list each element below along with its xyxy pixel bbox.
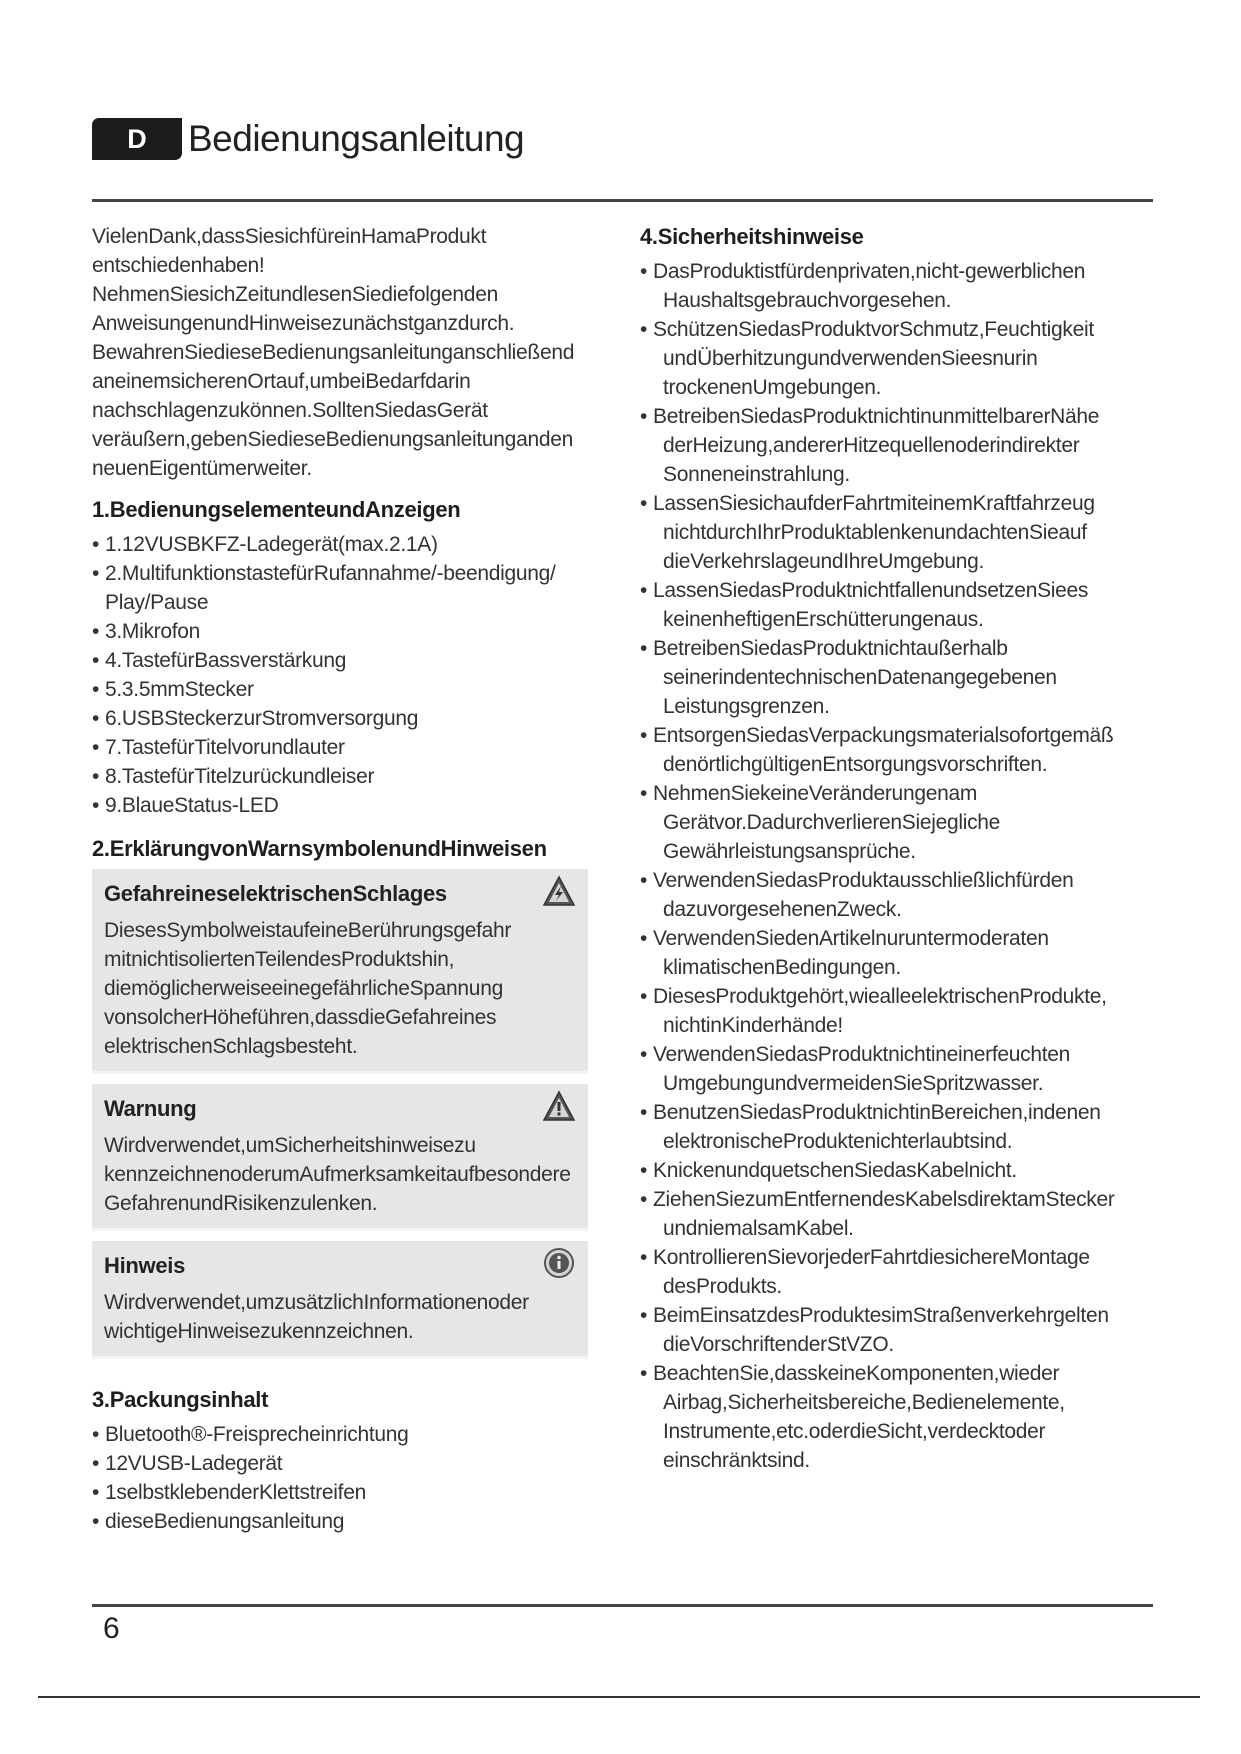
safety-item-continuation: desProdukts. [663,1275,782,1298]
safety-item-continuation: Gerätvor.DadurchverlierenSiejegliche Gewährleistungsansprüche. [663,811,1001,863]
warning-triangle-icon [542,875,576,907]
safety-item-continuation: elektronischeProduktenichterlaubtsind. [663,1130,1013,1153]
safety-item [640,634,1160,721]
safety-item [640,1098,1160,1156]
safety-item [640,257,1160,315]
safety-item [640,1359,1160,1475]
safety-item-first-line: ZiehenSiezumEntfernendesKabelsdirektamStecker [653,1188,1115,1211]
safety-item-first-line: VerwendenSiedasProduktausschließlichfürden [653,869,1074,892]
box-text: Wirdverwendet,umzusätzlichInformationenoder wichtigeHinweisezukennzeichnen. [104,1291,529,1343]
safety-item-first-line: NehmenSiekeineVeränderungenam [653,782,978,805]
list-item: • Bluetooth®-Freisprecheinrichtung [92,1420,612,1449]
safety-item-first-line: VerwendenSiedenArtikelnuruntermoderaten [653,927,1049,950]
safety-item-first-line: KontrollierenSievorjederFahrtdiesichereMontage [653,1246,1090,1269]
safety-item-continuation: UmgebungundvermeidenSieSpritzwasser. [663,1072,1044,1095]
list-item: • 4.TastefürBassverstärkung [92,646,612,675]
note-box-hint [92,1241,588,1359]
safety-item [640,721,1160,779]
safety-item-continuation: dieVorschriftenderStVZO. [663,1333,894,1356]
safety-item-first-line: EntsorgenSiedasVerpackungsmaterialsofortgemäß [653,724,1114,747]
section-heading-controls: 1.BedienungselementeundAnzeigen [92,497,461,522]
list-item: • 6.USBSteckerzurStromversorgung [92,704,612,733]
safety-item [640,489,1160,576]
safety-item-continuation: undÜberhitzungundverwendenSieesnurin trockenenUmgebungen. [663,347,1038,399]
intro-paragraph: VielenDank,dassSiesichfüreinHamaProdukt entschiedenhaben! NehmenSiesichZeitundlesenSiediefolgenden AnweisungenundHinweisezunächstganzdurch. BewahrenSiedieseBedienungsanleitunganschließend aneinemsicherenOrtauf,umbeiBedarfdarin nachschlagenzukönnen.SolltenSiedasGerät veräußern,gebenSiedieseBedienungsanleitunganden neuenEigentümerweiter. [92,225,575,480]
safety-item-continuation: denörtlichgültigenEntsorgungsvorschriften. [663,753,1048,776]
box-title: Hinweis [104,1253,186,1278]
safety-item [640,1243,1160,1301]
safety-item-first-line: LassenSiedasProduktnichtfallenundsetzenSiees [653,579,1089,602]
right-column [640,222,1160,1489]
box-title: Warnung [104,1096,197,1121]
section-heading-safety: 4.Sicherheitshinweise [640,224,864,249]
safety-item [640,924,1160,982]
section-heading-warnings: 2.ErklärungvonWarnsymbolenundHinweisen [92,836,547,861]
header-divider [92,199,1153,202]
safety-list [640,257,1160,1475]
list-item: • dieseBedienungsanleitung [92,1507,612,1536]
safety-item-first-line: BenutzenSiedasProduktnichtinBereichen,indenen [653,1101,1101,1124]
safety-item-continuation: Airbag,Sicherheitsbereiche,Bedienelemente, Instrumente,etc.oderdieSicht,verdecktoder einschränktsind. [663,1391,1065,1472]
section-heading-package: 3.Packungsinhalt [92,1387,269,1412]
list-item: • 1.12VUSBKFZ-Ladegerät(max.2.1A) [92,530,612,559]
safety-item-first-line: SchützenSiedasProduktvorSchmutz,Feuchtigkeit [653,318,1094,341]
safety-item-first-line: VerwendenSiedasProduktnichtineinerfeuchten [653,1043,1071,1066]
page-title: Bedienungsanleitung [188,118,525,159]
safety-item-continuation: keinenheftigenErschütterungenaus. [663,608,984,631]
box-text: Wirdverwendet,umSicherheitshinweisezu kennzeichnenoderumAufmerksamkeitaufbesondere GefahrenundRisikenzulenken. [104,1134,571,1215]
warning-box-warning [92,1084,588,1231]
footer-divider [92,1604,1153,1607]
controls-list [92,530,612,820]
safety-item-first-line: KnickenundquetschenSiedasKabelnicht. [653,1159,1017,1182]
language-badge: D [92,118,182,160]
safety-item [640,1185,1160,1243]
safety-item-continuation: undniemalsamKabel. [663,1217,854,1240]
list-item: • 7.TastefürTitelvorundlauter [92,733,612,762]
safety-item-continuation: nichtdurchIhrProduktablenkenundachtenSieauf dieVerkehrslageundIhreUmgebung. [663,521,1087,573]
safety-item [640,982,1160,1040]
list-item: • 5.3.5mmStecker [92,675,612,704]
safety-item-first-line: BeimEinsatzdesProduktesimStraßenverkehrgelten [653,1304,1109,1327]
list-item: • 12VUSB-Ladegerät [92,1449,612,1478]
package-contents-list [92,1420,612,1536]
warning-box-electric-shock [92,869,588,1074]
safety-item-first-line: LassenSiesichaufderFahrtmiteinemKraftfahrzeug [653,492,1095,515]
list-item: • 8.TastefürTitelzurückundleiser [92,762,612,791]
info-circle-icon [542,1247,576,1279]
safety-item-first-line: BetreibenSiedasProduktnichtaußerhalb [653,637,1008,660]
page-number: 6 [103,1612,120,1645]
safety-item [640,1301,1160,1359]
warning-triangle-icon [542,1090,576,1122]
safety-item-continuation: klimatischenBedingungen. [663,956,901,979]
list-item: • 9.BlaueStatus-LED [92,791,612,820]
safety-item-continuation: derHeizung,andererHitzequellenoderindirekter Sonneneinstrahlung. [663,434,1080,486]
safety-item [640,402,1160,489]
safety-item [640,576,1160,634]
safety-item-first-line: DasProduktistfürdenprivaten,nicht-gewerblichen [653,260,1086,283]
safety-item-first-line: BeachtenSie,dasskeineKomponenten,wieder [653,1362,1060,1385]
list-item: • 1selbstklebenderKlettstreifen [92,1478,612,1507]
list-item: • 2.MultifunktionstastefürRufannahme/-beendigung/ Play/Pause [92,559,612,617]
safety-item [640,315,1160,402]
safety-item [640,779,1160,866]
safety-item-continuation: Haushaltsgebrauchvorgesehen. [663,289,952,312]
page-header [92,118,524,160]
box-title: GefahreineselektrischenSchlages [104,881,447,906]
safety-item-first-line: DiesesProduktgehört,wiealleelektrischenProdukte, [653,985,1107,1008]
safety-item [640,1040,1160,1098]
box-text: DiesesSymbolweistaufeineBerührungsgefahr mitnichtisoliertenTeilendesProduktshin, diemöglicherweiseeinegefährlicheSpannung vonsolcherHöheführen,dassdieGefahreines elektrischenSchlagsbesteht. [104,919,512,1058]
safety-item-continuation: seinerindentechnischenDatenangegebenen Leistungsgrenzen. [663,666,1057,718]
list-item: • 3.Mikrofon [92,617,612,646]
page-edge-line [38,1696,1200,1698]
safety-item-first-line: BetreibenSiedasProduktnichtinunmittelbarerNähe [653,405,1100,428]
left-column [92,222,612,1550]
safety-item [640,866,1160,924]
safety-item-continuation: dazuvorgesehenenZweck. [663,898,902,921]
safety-item-continuation: nichtinKinderhände! [663,1014,843,1037]
safety-item [640,1156,1160,1185]
